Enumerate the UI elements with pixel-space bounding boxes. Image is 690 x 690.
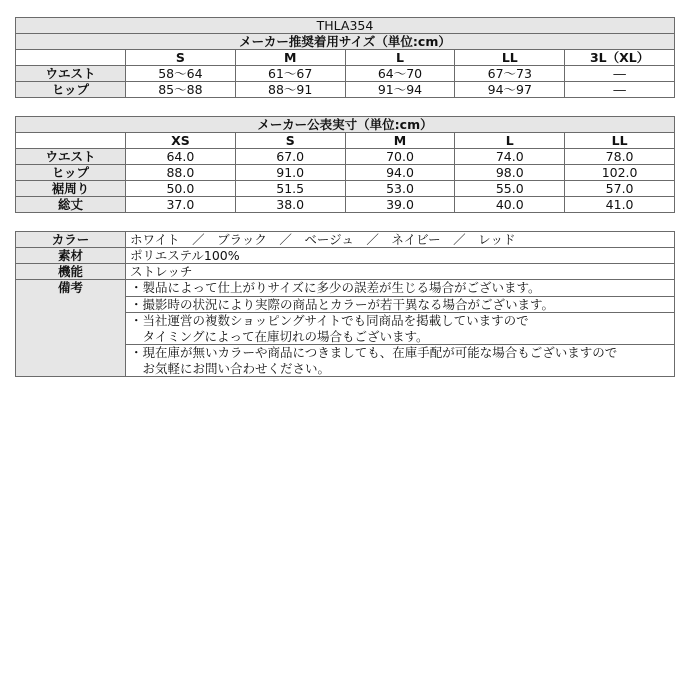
actual-size-title: メーカー公表実寸（単位:cm） — [16, 117, 675, 133]
note-line: ・当社運営の複数ショッピングサイトでも同商品を掲載していますので — [130, 313, 529, 328]
note-line: タイミングによって在庫切れの場合もございます。 — [130, 328, 429, 344]
table-cell: 37.0 — [126, 197, 236, 213]
note-item — [126, 313, 674, 345]
notes-cell — [126, 280, 675, 377]
table-cell: 88.0 — [126, 165, 236, 181]
table-header-row — [16, 50, 675, 66]
table-cell: 58～64 — [126, 66, 236, 82]
table-cell: 98.0 — [455, 165, 565, 181]
table-cell: 57.0 — [565, 181, 675, 197]
model-number: THLA354 — [16, 18, 675, 34]
table-cell: 88～91 — [235, 82, 345, 98]
column-header: LL — [565, 133, 675, 149]
note-line: ・製品によって仕上がりサイズに多少の誤差が生じる場合がございます。 — [130, 280, 541, 295]
table-cell: 94～97 — [455, 82, 565, 98]
table-cell: 67～73 — [455, 66, 565, 82]
column-header: LL — [455, 50, 565, 66]
row-label: ウエスト — [16, 149, 126, 165]
column-header: L — [455, 133, 565, 149]
table-cell: 38.0 — [235, 197, 345, 213]
table-cell: 78.0 — [565, 149, 675, 165]
table-cell: 85～88 — [126, 82, 236, 98]
table-cell: 53.0 — [345, 181, 455, 197]
table-cell: 91.0 — [235, 165, 345, 181]
corner-cell — [16, 50, 126, 66]
function-label: 機能 — [16, 264, 126, 280]
table-cell: ― — [565, 66, 675, 82]
table-row — [16, 165, 675, 181]
table-row — [16, 197, 675, 213]
material-value: ポリエステル100% — [126, 248, 675, 264]
table-row — [16, 248, 675, 264]
column-header: S — [235, 133, 345, 149]
recommended-size-table — [15, 17, 675, 98]
table-cell: 94.0 — [345, 165, 455, 181]
table-cell: 41.0 — [565, 197, 675, 213]
table-row — [16, 66, 675, 82]
table-row — [16, 264, 675, 280]
note-item — [126, 297, 674, 314]
column-header: M — [235, 50, 345, 66]
function-value: ストレッチ — [126, 264, 675, 280]
note-line: ・撮影時の状況により実際の商品とカラーが若干異なる場合がございます。 — [130, 296, 555, 312]
column-header: M — [345, 133, 455, 149]
table-header-row — [16, 133, 675, 149]
table-cell: 55.0 — [455, 181, 565, 197]
table-cell: 102.0 — [565, 165, 675, 181]
column-header: XS — [126, 133, 236, 149]
table-cell: 50.0 — [126, 181, 236, 197]
table-row — [16, 82, 675, 98]
table-row — [16, 232, 675, 248]
table-cell: 39.0 — [345, 197, 455, 213]
table-cell: 70.0 — [345, 149, 455, 165]
material-label: 素材 — [16, 248, 126, 264]
table-cell: 61～67 — [235, 66, 345, 82]
table-cell: 64.0 — [126, 149, 236, 165]
product-info-table — [15, 231, 675, 377]
note-item — [126, 345, 674, 376]
corner-cell — [16, 133, 126, 149]
table-cell: 67.0 — [235, 149, 345, 165]
actual-size-table — [15, 116, 675, 213]
row-label: ヒップ — [16, 165, 126, 181]
table-cell: 64～70 — [345, 66, 455, 82]
column-header: L — [345, 50, 455, 66]
table-cell: ― — [565, 82, 675, 98]
column-header: 3L（XL） — [565, 50, 675, 66]
table-row — [16, 181, 675, 197]
note-line: お気軽にお問い合わせください。 — [130, 360, 331, 376]
table-cell: 40.0 — [455, 197, 565, 213]
row-label: 総丈 — [16, 197, 126, 213]
row-label: 裾周り — [16, 181, 126, 197]
table-cell: 51.5 — [235, 181, 345, 197]
table-cell: 91～94 — [345, 82, 455, 98]
recommended-size-title: メーカー推奨着用サイズ（単位:cm） — [16, 34, 675, 50]
table-cell: 74.0 — [455, 149, 565, 165]
note-item — [126, 280, 674, 297]
color-label: カラー — [16, 232, 126, 248]
row-label: ヒップ — [16, 82, 126, 98]
row-label: ウエスト — [16, 66, 126, 82]
table-row — [16, 280, 675, 377]
notes-label: 備考 — [16, 280, 126, 377]
table-row — [16, 149, 675, 165]
note-line: ・現在庫が無いカラーや商品につきましても、在庫手配が可能な場合もございますので — [130, 345, 618, 360]
color-value: ホワイト ／ ブラック ／ ベージュ ／ ネイビー ／ レッド — [126, 232, 675, 248]
column-header: S — [126, 50, 236, 66]
